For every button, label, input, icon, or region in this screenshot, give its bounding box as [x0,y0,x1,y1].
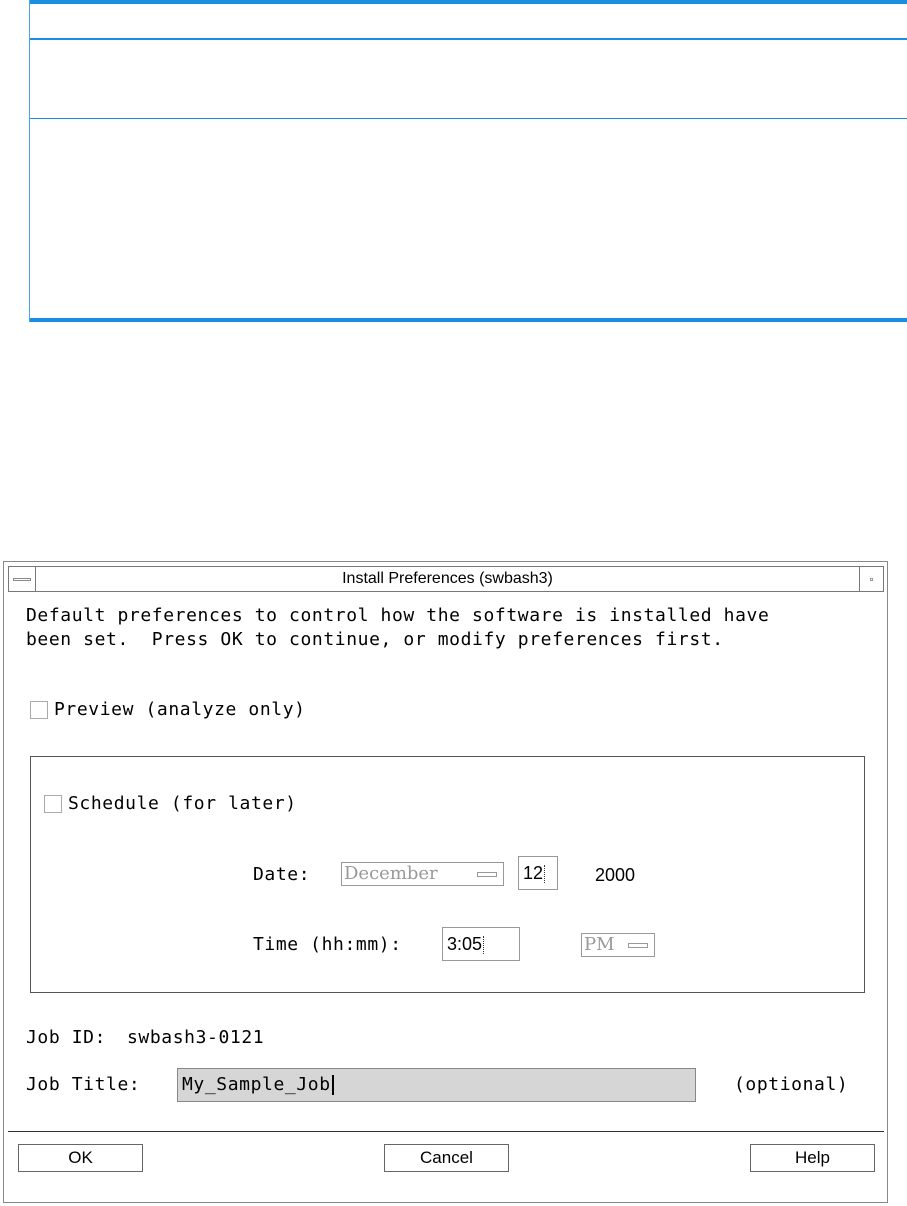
table-row-divider [29,118,907,119]
option-menu-indicator-icon [628,943,648,948]
install-preferences-dialog [3,561,888,1203]
window-title: Install Preferences (swbash3) [342,570,553,587]
ampm-value: PM [584,934,615,955]
ampm-option-menu[interactable] [581,933,655,957]
text-cursor-icon [544,865,546,883]
minimize-icon [870,578,873,581]
time-value: 3:05 [447,934,483,954]
window-minimize-button[interactable] [859,567,883,591]
window-menu-button[interactable] [9,567,36,591]
optional-note: (optional) [734,1074,849,1095]
intro-line-1: Default preferences to control how the software is installed have [26,605,770,626]
time-field[interactable] [442,927,520,961]
month-value: December [344,863,438,884]
window-titlebar[interactable] [8,566,884,592]
button-separator [8,1131,884,1132]
text-cursor-icon [332,1075,334,1095]
intro-line-2: been set. Press OK to continue, or modify preferences first. [26,629,724,650]
ok-button[interactable]: OK [18,1144,143,1172]
preview-checkbox[interactable] [30,701,48,719]
document-table [29,0,907,322]
window-menu-icon [13,578,31,581]
job-id-label: Job ID: [26,1027,107,1048]
day-field[interactable] [518,856,558,890]
table-left-border [29,0,30,322]
text-cursor-icon [483,936,485,954]
job-title-value: My_Sample_Job [182,1074,331,1095]
help-button[interactable]: Help [750,1144,875,1172]
option-menu-indicator-icon [477,872,497,877]
year-value: 2000 [595,865,636,885]
day-value: 12 [523,863,544,883]
time-label: Time (hh:mm): [253,934,402,955]
intro-text [26,604,769,652]
job-id-value: swbash3-0121 [127,1027,265,1048]
table-top-rule [29,0,907,4]
job-title-label: Job Title: [26,1074,141,1095]
table-row-divider [29,38,907,40]
schedule-checkbox[interactable] [44,795,62,813]
preview-label[interactable]: Preview (analyze only) [54,699,306,720]
month-option-menu[interactable] [341,862,504,886]
job-title-input[interactable] [177,1068,696,1102]
cancel-button[interactable]: Cancel [384,1144,509,1172]
table-bottom-rule [29,318,907,322]
schedule-label[interactable]: Schedule (for later) [68,793,297,814]
date-label: Date: [253,864,311,885]
